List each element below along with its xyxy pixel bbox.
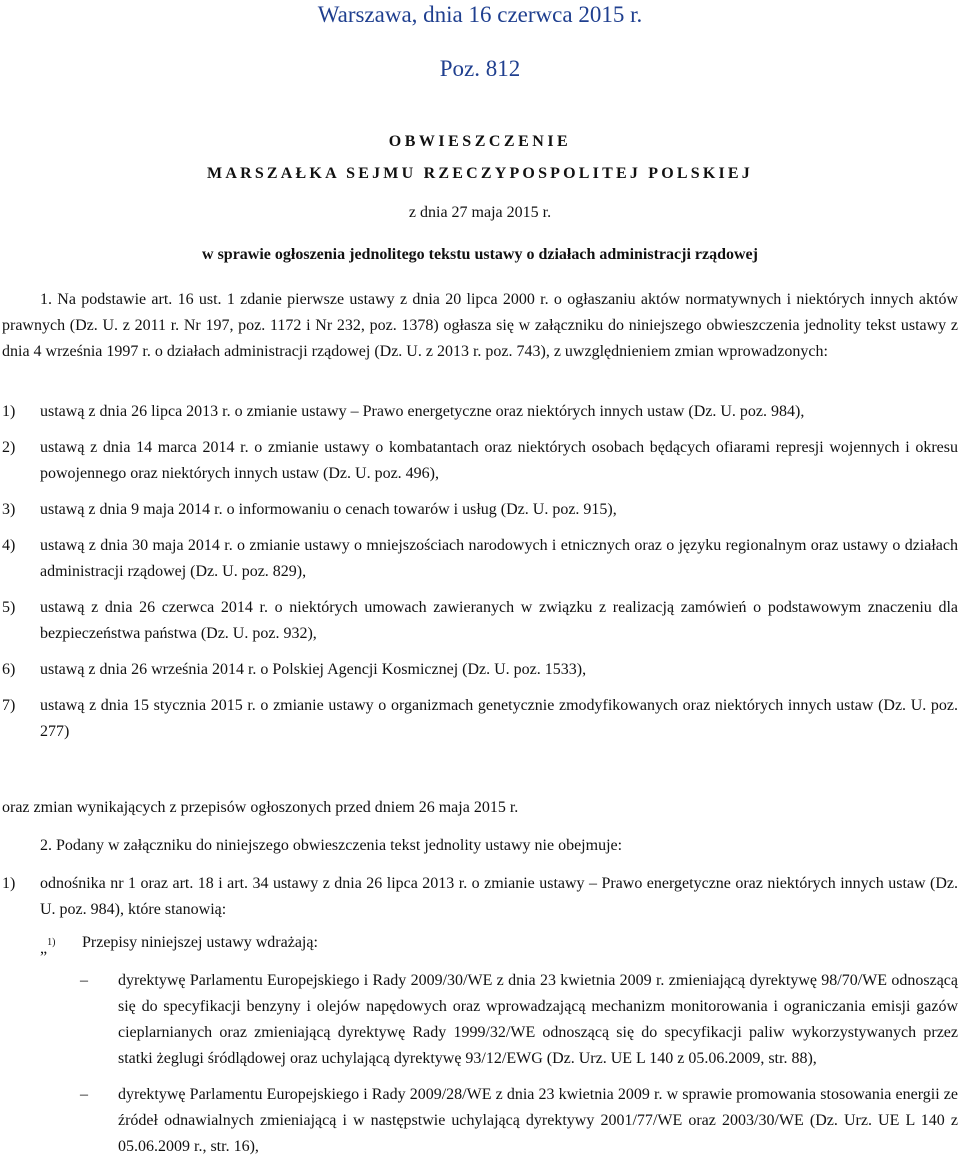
list-item-text: ustawą z dnia 15 stycznia 2015 r. o zmianie ustawy o organizmach genetycznie zmodyfikowanych oraz niektórych innych ustaw (Dz. U. poz. 277) bbox=[40, 697, 958, 740]
list-item-number: 2) bbox=[2, 439, 16, 456]
list-item-text: ustawą z dnia 30 maja 2014 r. o zmianie ustawy o mniejszościach narodowych i etnicznych oraz o języku regionalnym oraz ustawy o działach administracji rządowej (Dz. U. poz. 829), bbox=[40, 537, 958, 580]
list-item bbox=[2, 497, 958, 523]
after-list-paragraph: oraz zmian wynikających z przepisów ogłoszonych przed dniem 26 maja 2015 r. bbox=[2, 799, 519, 816]
list-item-text: ustawą z dnia 26 czerwca 2014 r. o niektórych umowach zawieranych w związku z realizacją zamówień o podstawowym znaczeniu dla bezpieczeństwa państwa (Dz. U. poz. 932), bbox=[40, 599, 958, 642]
list-item-number: 1) bbox=[2, 875, 16, 892]
list-item-text: ustawą z dnia 26 września 2014 r. o Polskiej Agencji Kosmicznej (Dz. U. poz. 1533), bbox=[40, 661, 587, 678]
list-item-text: ustawą z dnia 14 marca 2014 r. o zmianie ustawy o kombatantach oraz niektórych osobach będących ofiarami represji wojennych i okresu powojennego oraz niektórych innych ustaw (Dz. U. poz. 496), bbox=[40, 439, 958, 482]
list-item-number: 1) bbox=[2, 403, 16, 420]
list-item bbox=[2, 595, 958, 647]
document-type-heading: OBWIESZCZENIE bbox=[388, 133, 572, 150]
list-item-number: 6) bbox=[2, 661, 16, 678]
list-item-text: ustawą z dnia 9 maja 2014 r. o informowaniu o cenach towarów i usług (Dz. U. poz. 915), bbox=[40, 501, 617, 518]
list-item bbox=[2, 399, 958, 425]
list-item bbox=[80, 1082, 958, 1160]
opening-quote: „ bbox=[40, 940, 48, 957]
list-item bbox=[80, 968, 958, 1072]
directives-list bbox=[80, 968, 958, 1170]
intro-paragraph: 1. Na podstawie art. 16 ust. 1 zdanie pierwsze ustawy z dnia 20 lipca 2000 r. o ogłaszaniu aktów normatywnych i niektórych innych aktów prawnych (Dz. U. z 2011 r. Nr 197, poz. 1172 i Nr 232, poz. 1378) ogłasza się w załączniku do niniejszego obwieszczenia jednolity tekst ustawy z dnia 4 września 1997 r. o działach administracji rządowej (Dz. U. z 2013 r. poz. 743), z uwzględnieniem zmian wprowadzonych: bbox=[2, 291, 958, 360]
issue-date: z dnia 27 maja 2015 r. bbox=[408, 204, 552, 221]
list-item bbox=[2, 693, 958, 745]
amendments-list bbox=[2, 399, 958, 755]
point-2-paragraph: 2. Podany w załączniku do niniejszego obwieszczenia tekst jednolity ustawy nie obejmuje: bbox=[40, 837, 623, 854]
list-item-text: ustawą z dnia 26 lipca 2013 r. o zmianie ustawy – Prawo energetyczne oraz niektórych innych ustaw (Dz. U. poz. 984), bbox=[40, 403, 805, 420]
footnote-marker: 1) bbox=[47, 937, 56, 948]
dash-bullet: – bbox=[80, 1086, 88, 1103]
list-item-text: dyrektywę Parlamentu Europejskiego i Rady 2009/28/WE z dnia 23 kwietnia 2009 r. w sprawie promowania stosowania energii ze źródeł odnawialnych zmieniającą i w następstwie uchylającą dyrektywy 2001/77/WE oraz 2003/30/WE (Dz. Urz. UE L 140 z 05.06.2009 r., str. 16), bbox=[118, 1086, 958, 1155]
dash-bullet: – bbox=[80, 972, 88, 989]
quote-marker bbox=[40, 930, 82, 962]
list-item-number: 7) bbox=[2, 697, 16, 714]
list-item-number: 3) bbox=[2, 501, 16, 518]
list-item bbox=[2, 657, 958, 683]
issuer-heading: MARSZAŁKA SEJMU RZECZYPOSPOLITEJ POLSKIEJ bbox=[207, 165, 753, 182]
list-item bbox=[2, 533, 958, 585]
list-item bbox=[2, 435, 958, 487]
quoted-footnote bbox=[40, 930, 958, 962]
list-item bbox=[2, 871, 958, 923]
list-item-number: 4) bbox=[2, 537, 16, 554]
position-number: Poz. 812 bbox=[439, 56, 521, 81]
quote-text: Przepisy niniejszej ustawy wdrażają: bbox=[82, 934, 318, 951]
subject-line: w sprawie ogłoszenia jednolitego tekstu ustawy o działach administracji rządowej bbox=[202, 246, 758, 263]
list-item-number: 5) bbox=[2, 599, 16, 616]
exclusions-list bbox=[2, 871, 958, 923]
list-item-text: odnośnika nr 1 oraz art. 18 i art. 34 ustawy z dnia 26 lipca 2013 r. o zmianie ustawy – Prawo energetyczne oraz niektórych innych ustaw (Dz. U. poz. 984), które stanowią: bbox=[40, 875, 958, 918]
place-date: Warszawa, dnia 16 czerwca 2015 r. bbox=[317, 2, 643, 27]
list-item-text: dyrektywę Parlamentu Europejskiego i Rady 2009/30/WE z dnia 23 kwietnia 2009 r. zmieniającą dyrektywę 98/70/WE odnoszącą się do specyfikacji benzyny i olejów napędowych oraz wprowadzającą mechanizm monitorowania i ograniczania emisji gazów cieplarnianych oraz zmieniającą dyrektywę Rady 1999/32/WE odnoszącą się do specyfikacji paliw wykorzystywanych przez statki żeglugi śródlądowej oraz uchylającą dyrektywę 93/12/EWG (Dz. Urz. UE L 140 z 05.06.2009, str. 88), bbox=[118, 972, 958, 1067]
